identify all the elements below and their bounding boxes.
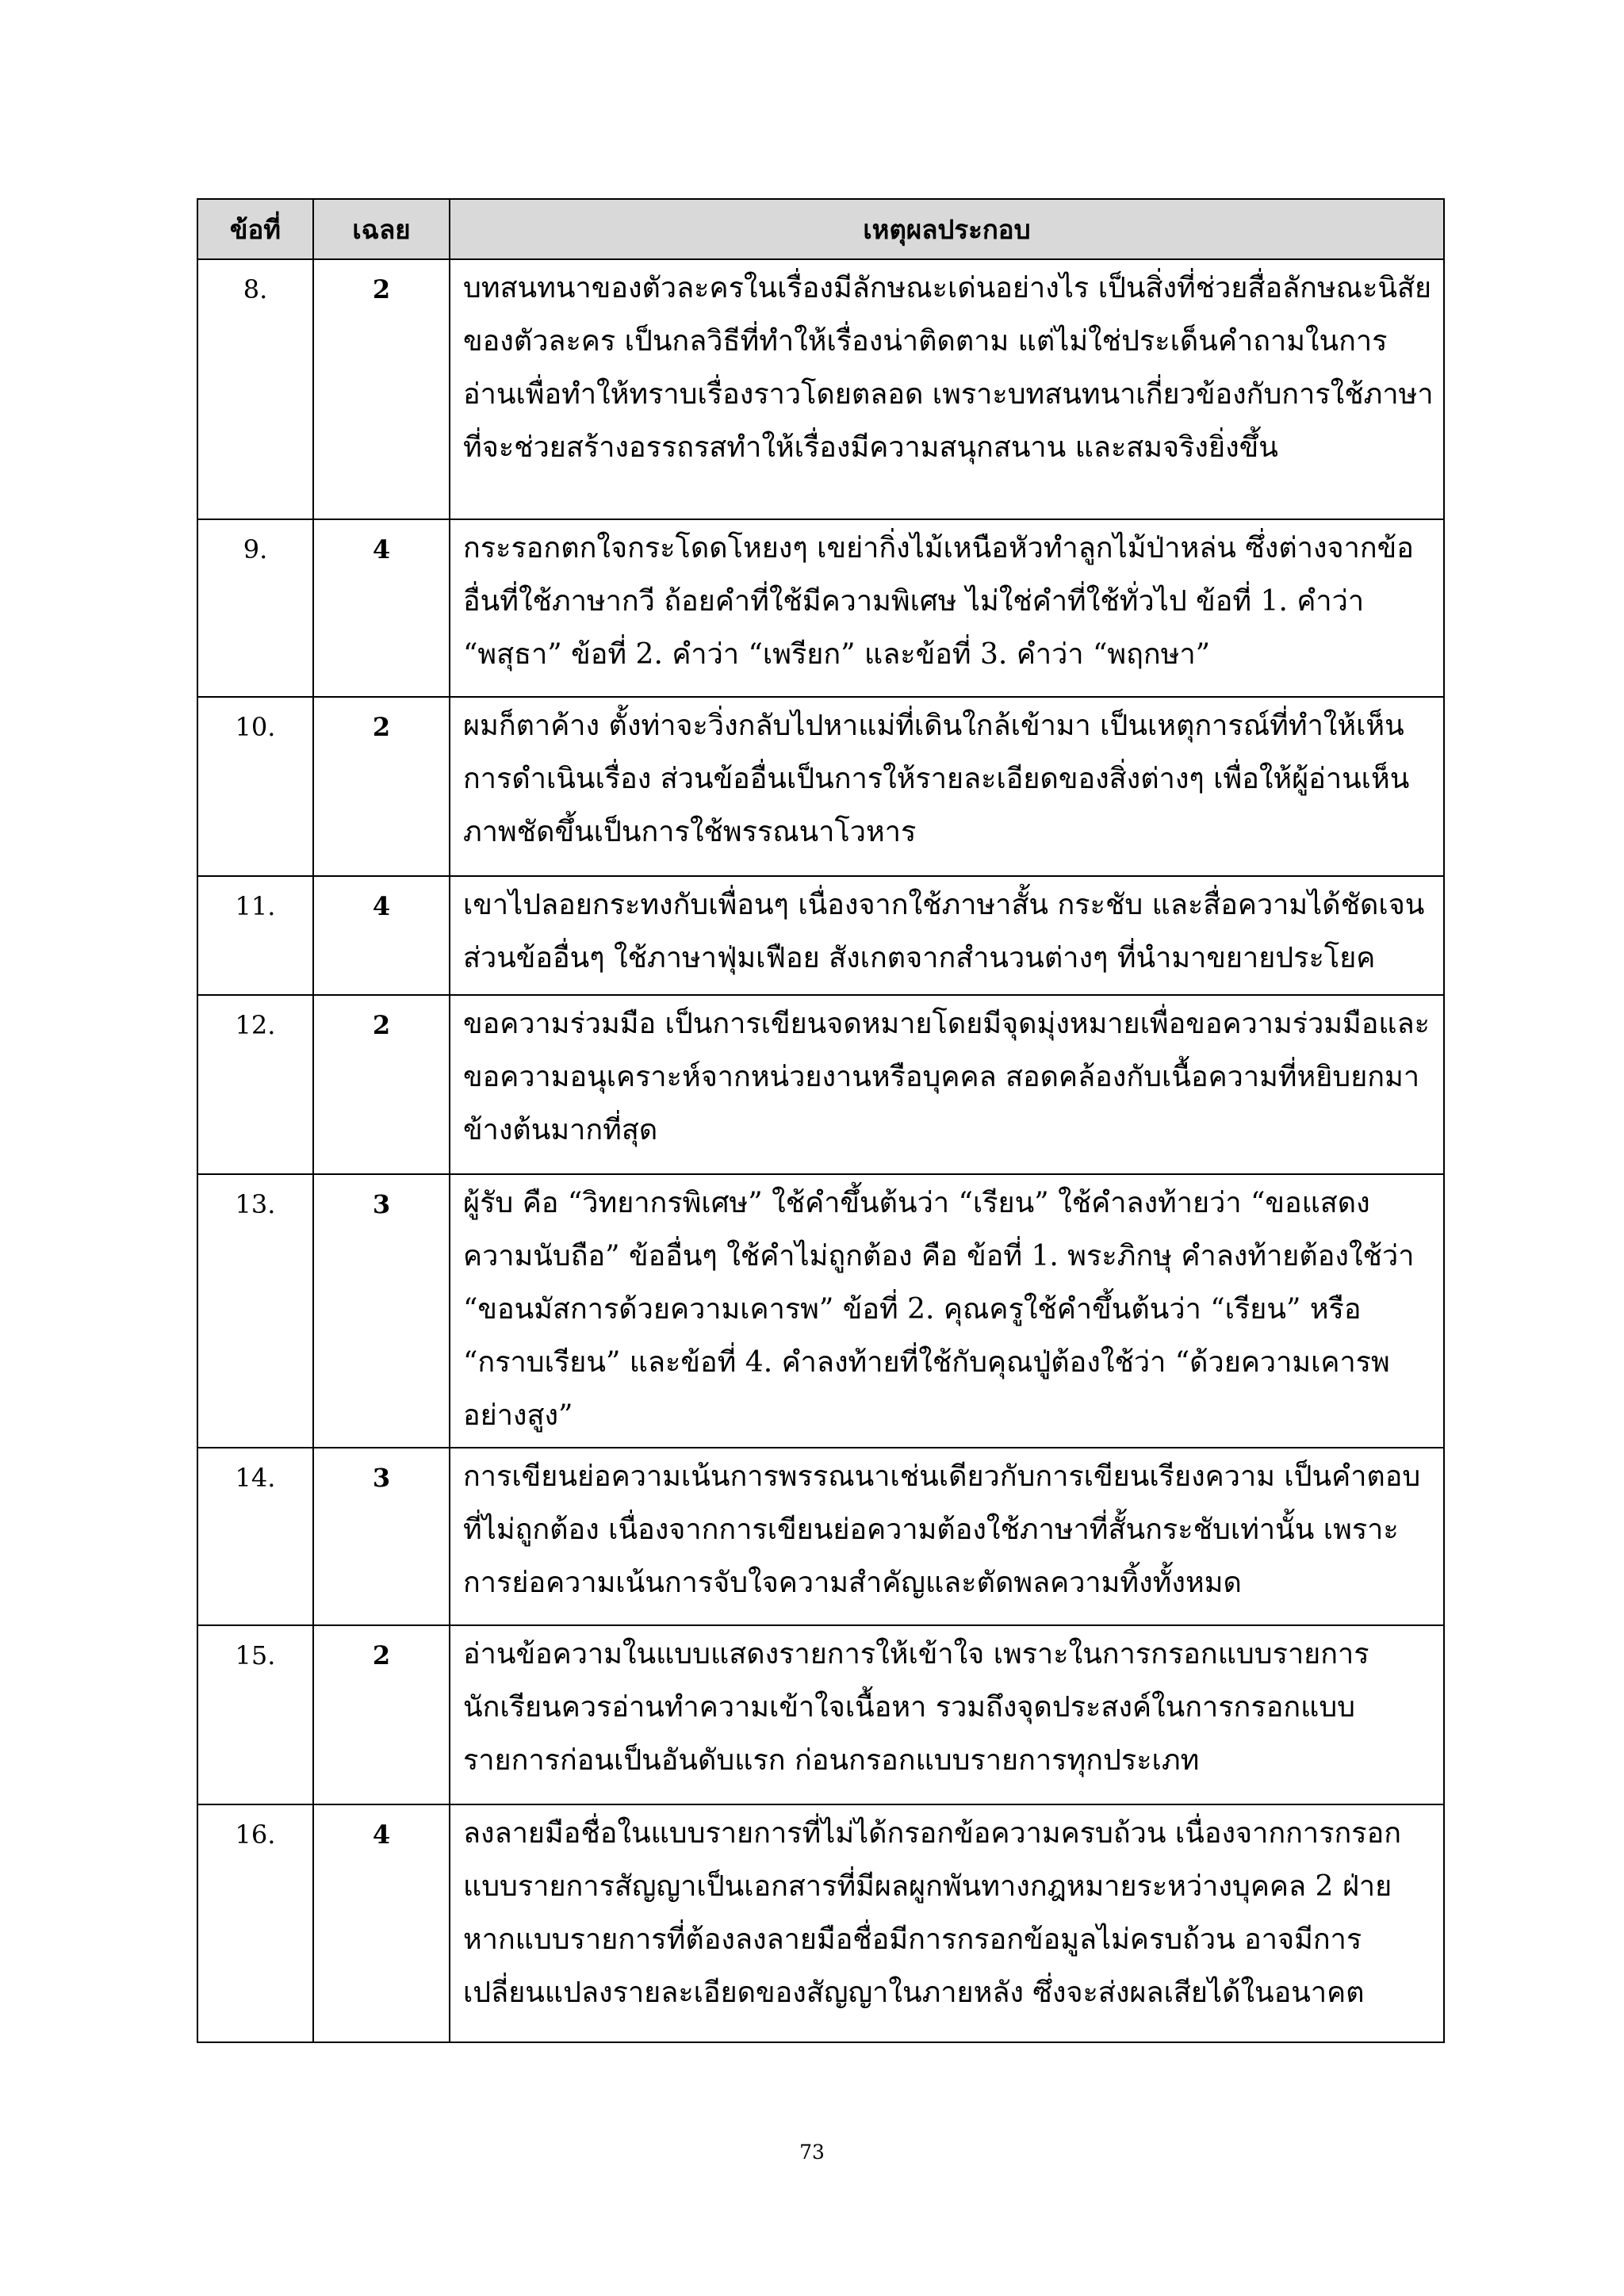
reason-text: ลงลายมือชื่อในแบบรายการที่ไม่ได้กรอกข้อความครบถ้วน เนื่องจากการกรอกแบบรายการสัญญาเป็นเอกสารที่มีผลผูกพันทางกฎหมายระหว่างบุคคล 2 ฝ่าย หากแบบรายการที่ต้องลงลายมือชื่อมีการกรอกข้อมูลไม่ครบถ้วน อาจมีการเปลี่ยนแปลงรายละเอียดของสัญญาในภายหลัง ซึ่งจะส่งผลเสียได้ในอนาคต [450, 1804, 1444, 2042]
answer-table [197, 198, 1445, 2043]
header-answer: เฉลย [313, 199, 450, 259]
question-number: 10. [197, 697, 313, 876]
answer-key: 3 [313, 1174, 450, 1448]
question-number: 12. [197, 995, 313, 1174]
question-number: 16. [197, 1804, 313, 2042]
answer-key: 4 [313, 519, 450, 697]
reason-text: อ่านข้อความในแบบแสดงรายการให้เข้าใจ เพราะในการกรอกแบบรายการนักเรียนควรอ่านทำความเข้าใจเนื้อหา รวมถึงจุดประสงค์ในการกรอกแบบรายการก่อนเป็นอันดับแรก ก่อนกรอกแบบรายการทุกประเภท [450, 1625, 1444, 1804]
table-header [197, 199, 1444, 259]
table-row [197, 995, 1444, 1174]
table-row [197, 259, 1444, 519]
header-row [197, 199, 1444, 259]
reason-text: ผมก็ตาค้าง ตั้งท่าจะวิ่งกลับไปหาแม่ที่เดินใกล้เข้ามา เป็นเหตุการณ์ที่ทำให้เห็นการดำเนินเรื่อง ส่วนข้ออื่นเป็นการให้รายละเอียดของสิ่งต่างๆ เพื่อให้ผู้อ่านเห็นภาพชัดขึ้นเป็นการใช้พรรณนาโวหาร [450, 697, 1444, 876]
question-number: 14. [197, 1448, 313, 1625]
table-row [197, 1804, 1444, 2042]
question-number: 9. [197, 519, 313, 697]
question-number: 15. [197, 1625, 313, 1804]
table-row [197, 697, 1444, 876]
page-number: 73 [799, 2141, 825, 2164]
reason-text: กระรอกตกใจกระโดดโหยงๆ เขย่ากิ่งไม้เหนือหัวทำลูกไม้ป่าหล่น ซึ่งต่างจากข้ออื่นที่ใช้ภาษากวี ถ้อยคำที่ใช้มีความพิเศษ ไม่ใช่คำที่ใช้ทั่วไป ข้อที่ 1. คำว่า “พสุธา” ข้อที่ 2. คำว่า “เพรียก” และข้อที่ 3. คำว่า “พฤกษา” [450, 519, 1444, 697]
answer-key: 2 [313, 995, 450, 1174]
answer-key: 2 [313, 1625, 450, 1804]
answer-key: 4 [313, 876, 450, 995]
question-number: 11. [197, 876, 313, 995]
table-body [197, 259, 1444, 2042]
table-row [197, 1174, 1444, 1448]
table-row [197, 1625, 1444, 1804]
question-number: 13. [197, 1174, 313, 1448]
answer-key: 2 [313, 697, 450, 876]
reason-text: ผู้รับ คือ “วิทยากรพิเศษ” ใช้คำขึ้นต้นว่า “เรียน” ใช้คำลงท้ายว่า “ขอแสดงความนับถือ” ข้ออื่นๆ ใช้คำไม่ถูกต้อง คือ ข้อที่ 1. พระภิกษุ คำลงท้ายต้องใช้ว่า “ขอนมัสการด้วยความเคารพ” ข้อที่ 2. คุณครูใช้คำขึ้นต้นว่า “เรียน” หรือ “กราบเรียน” และข้อที่ 4. คำลงท้ายที่ใช้กับคุณปู่ต้องใช้ว่า “ด้วยความเคารพอย่างสูง” [450, 1174, 1444, 1448]
reason-text: เขาไปลอยกระทงกับเพื่อนๆ เนื่องจากใช้ภาษาสั้น กระชับ และสื่อความได้ชัดเจน ส่วนข้ออื่นๆ ใช้ภาษาฟุ่มเฟือย สังเกตจากสำนวนต่างๆ ที่นำมาขยายประโยค [450, 876, 1444, 995]
header-question-number: ข้อที่ [197, 199, 313, 259]
table-row [197, 876, 1444, 995]
table-row [197, 1448, 1444, 1625]
reason-text: บทสนทนาของตัวละครในเรื่องมีลักษณะเด่นอย่างไร เป็นสิ่งที่ช่วยสื่อลักษณะนิสัยของตัวละคร เป็นกลวิธีที่ทำให้เรื่องน่าติดตาม แต่ไม่ใช่ประเด็นคำถามในการอ่านเพื่อทำให้ทราบเรื่องราวโดยตลอด เพราะบทสนทนาเกี่ยวข้องกับการใช้ภาษาที่จะช่วยสร้างอรรถรสทำให้เรื่องมีความสนุกสนาน และสมจริงยิ่งขึ้น [450, 259, 1444, 519]
reason-text: ขอความร่วมมือ เป็นการเขียนจดหมายโดยมีจุดมุ่งหมายเพื่อขอความร่วมมือและขอความอนุเคราะห์จากหน่วยงานหรือบุคคล สอดคล้องกับเนื้อความที่หยิบยกมาข้างต้นมากที่สุด [450, 995, 1444, 1174]
reason-text: การเขียนย่อความเน้นการพรรณนาเช่นเดียวกับการเขียนเรียงความ เป็นคำตอบที่ไม่ถูกต้อง เนื่องจากการเขียนย่อความต้องใช้ภาษาที่สั้นกระชับเท่านั้น เพราะการย่อความเน้นการจับใจความสำคัญและตัดพลความทิ้งทั้งหมด [450, 1448, 1444, 1625]
table-row [197, 519, 1444, 697]
answer-key: 2 [313, 259, 450, 519]
question-number: 8. [197, 259, 313, 519]
answer-key: 4 [313, 1804, 450, 2042]
header-reason: เหตุผลประกอบ [450, 199, 1444, 259]
answer-key: 3 [313, 1448, 450, 1625]
